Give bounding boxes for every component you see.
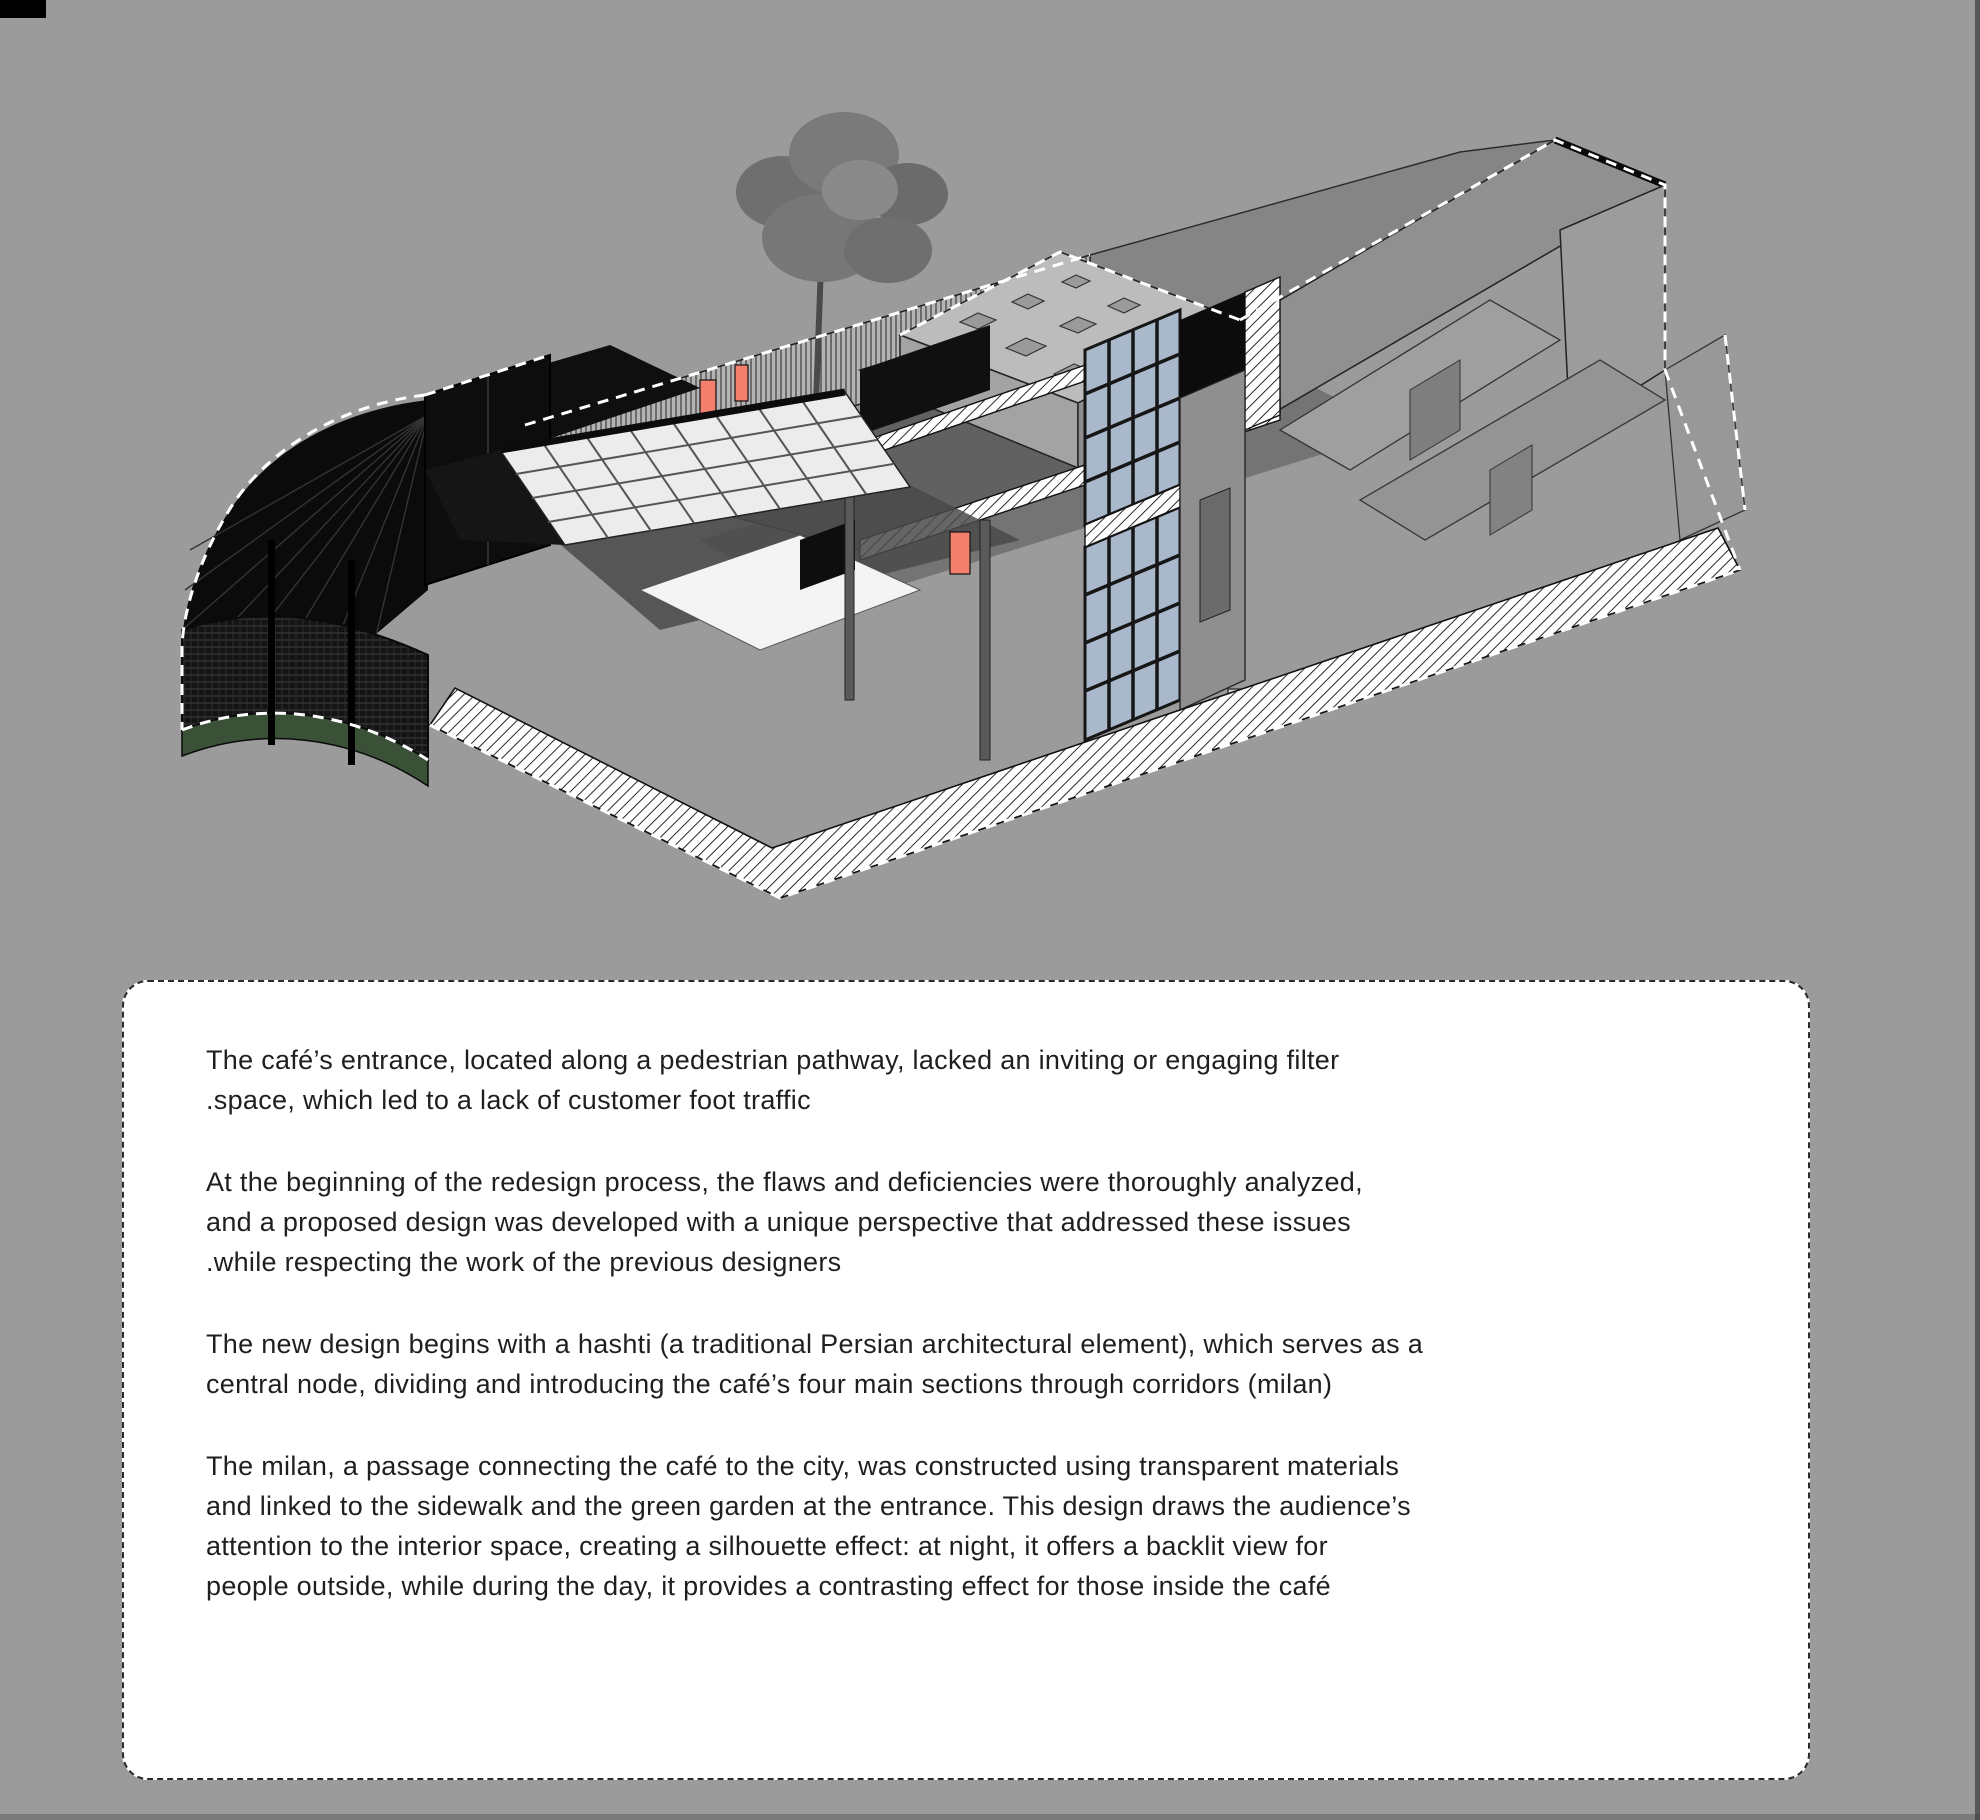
text-line: central node, dividing and introducing the café’s four main sections through corridors (milan)	[206, 1369, 1333, 1399]
interior-door	[1200, 488, 1230, 622]
text-line: .space, which led to a lack of customer foot traffic	[206, 1085, 811, 1115]
drum-frame-column	[348, 560, 355, 765]
drum-frame-column	[268, 540, 275, 745]
cafe-section-illustration	[160, 70, 1760, 910]
page-bottom-edge	[0, 1814, 1980, 1820]
text-line: and linked to the sidewalk and the green garden at the entrance. This design draws the audience’s	[206, 1491, 1411, 1521]
text-line: The café’s entrance, located along a pedestrian pathway, lacked an inviting or engaging filter	[206, 1045, 1340, 1075]
paragraph-entrance-problem	[206, 1040, 1726, 1120]
paragraph-milan	[206, 1446, 1726, 1606]
text-line: The milan, a passage connecting the café to the city, was constructed using transparent materials	[206, 1451, 1400, 1481]
page-corner-mark	[0, 0, 46, 18]
curtain-wall	[1085, 292, 1245, 740]
paragraph-redesign-process	[206, 1162, 1726, 1282]
orange-door-panel	[950, 532, 970, 574]
text-line: attention to the interior space, creating a silhouette effect: at night, it offers a backlit view for	[206, 1531, 1328, 1561]
orange-door-panel	[735, 365, 748, 401]
column	[845, 490, 854, 700]
text-line: The new design begins with a hashti (a traditional Persian architectural element), which serves as a	[206, 1329, 1424, 1359]
column	[980, 520, 990, 760]
description-panel	[122, 980, 1810, 1780]
text-line: .while respecting the work of the previous designers	[206, 1247, 842, 1277]
page-right-edge	[1975, 0, 1980, 1820]
text-line: At the beginning of the redesign process, the flaws and deficiencies were thoroughly analyzed,	[206, 1167, 1363, 1197]
text-line: people outside, while during the day, it provides a contrasting effect for those inside the café	[206, 1571, 1331, 1601]
text-line: and a proposed design was developed with a unique perspective that addressed these issues	[206, 1207, 1351, 1237]
paragraph-hashti	[206, 1324, 1726, 1404]
